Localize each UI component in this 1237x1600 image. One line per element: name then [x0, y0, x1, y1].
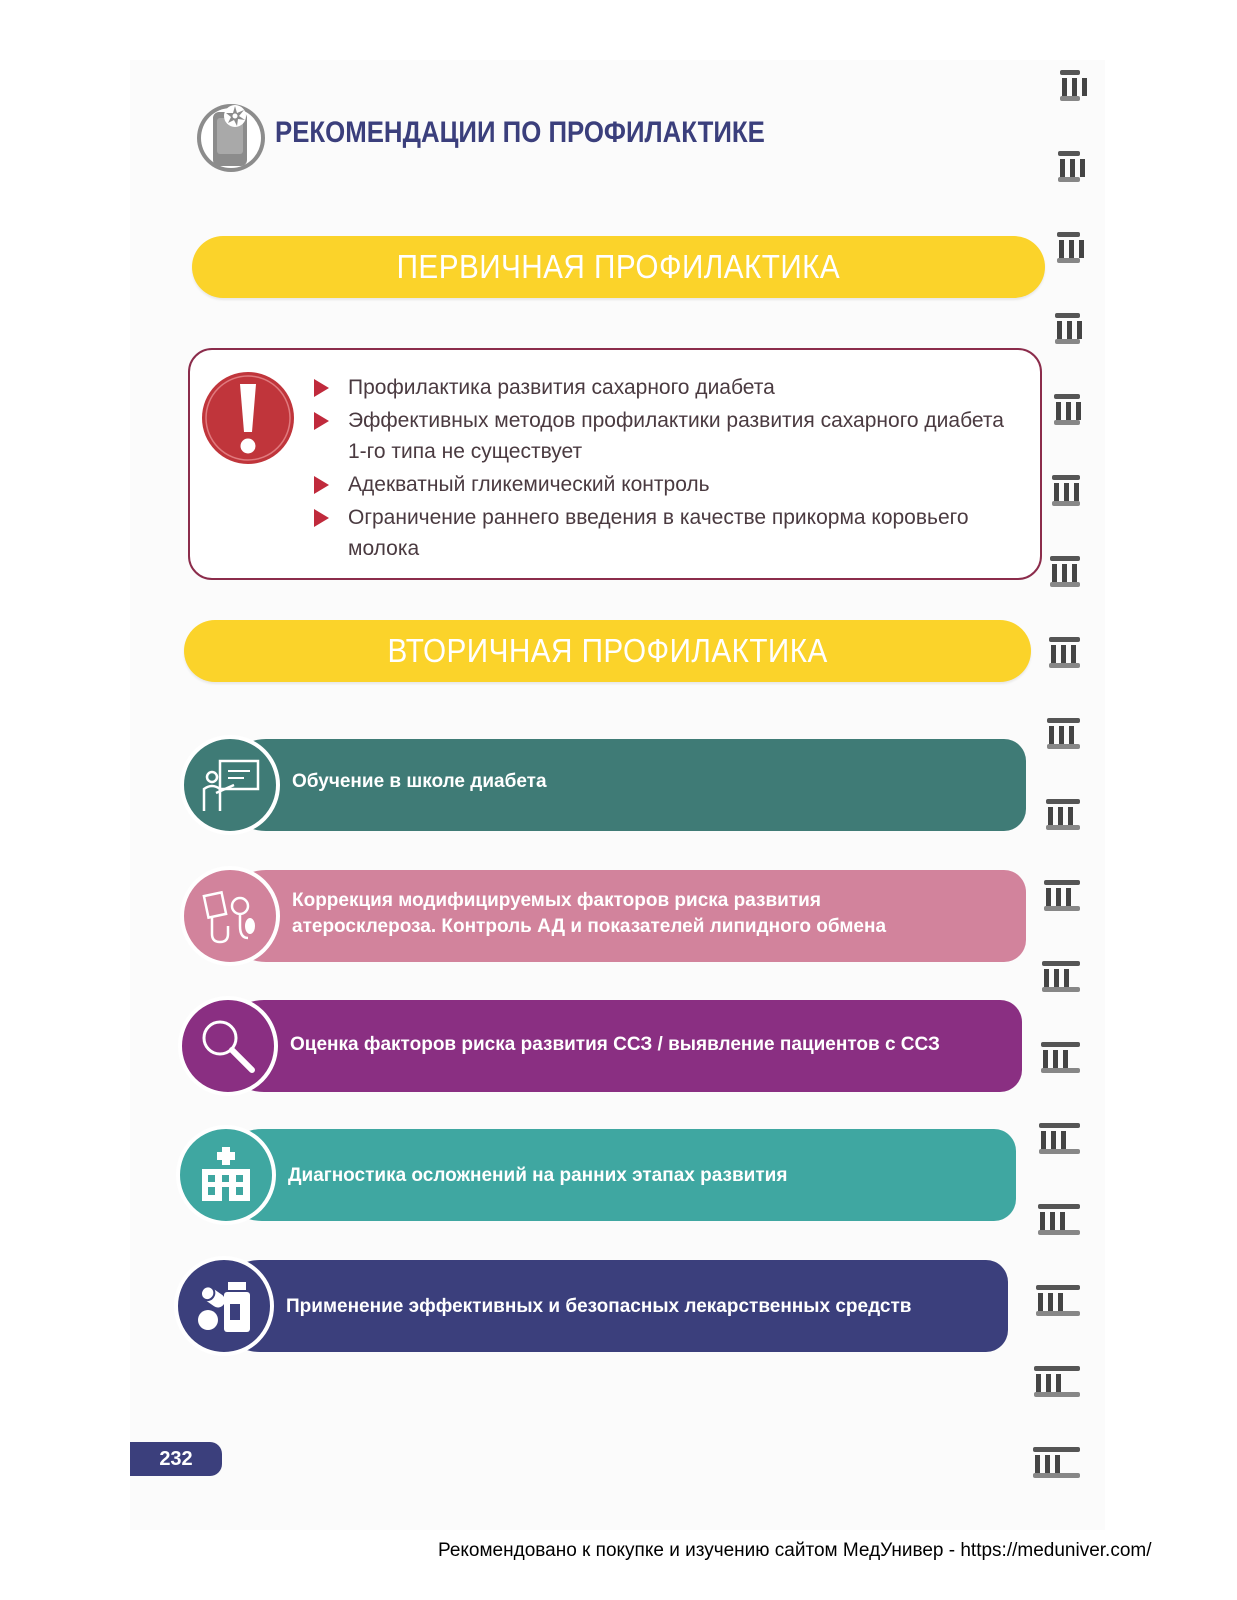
item-label-line1: Коррекция модифицируемых факторов риска развития: [292, 890, 821, 911]
item-circle: [176, 1125, 276, 1225]
spiral-coil: [1042, 961, 1076, 991]
spiral-coil: [1041, 1042, 1075, 1072]
spiral-coil: [1033, 1447, 1067, 1477]
item-circle: [180, 866, 280, 966]
secondary-item-school: [180, 735, 1026, 831]
primary-alert-box: [188, 348, 1042, 580]
spiral-coil: [1052, 475, 1086, 505]
list-item: Ограничение раннего введения в качестве прикорма коровьего молока: [310, 502, 1010, 564]
phone-flash-icon: [195, 98, 267, 176]
spiral-coil: [1034, 1366, 1068, 1396]
spiral-coil: [1038, 1204, 1072, 1234]
exclamation-icon: [200, 370, 296, 466]
pills-icon: [194, 1276, 254, 1336]
spiral-coil: [1046, 799, 1080, 829]
spiral-coil: [1036, 1285, 1070, 1315]
bullet-arrow-icon: [314, 476, 329, 494]
page-number: 232: [130, 1442, 222, 1476]
secondary-item-risk-assessment: [178, 996, 1022, 1092]
bullet-arrow-icon: [314, 412, 329, 430]
spiral-coil: [1057, 232, 1091, 262]
spiral-coil: [1050, 556, 1084, 586]
secondary-banner-text: ВТОРИЧНАЯ ПРОФИЛАКТИКА: [387, 632, 828, 669]
item-label: Диагностика осложнений на ранних этапах развития: [288, 1165, 788, 1186]
secondary-item-risk-correction: [180, 866, 1026, 962]
item-label: Оценка факторов риска развития ССЗ / выявление пациентов с ССЗ: [290, 1034, 940, 1055]
item-circle: [180, 735, 280, 835]
spiral-coil: [1039, 1123, 1073, 1153]
item-label-line2: атеросклероза. Контроль АД и показателей липидного обмена: [292, 916, 887, 937]
spiral-coil: [1058, 151, 1092, 181]
primary-bullet-list: [310, 372, 1010, 566]
item-label: Обучение в школе диабета: [292, 771, 547, 792]
spiral-coil: [1055, 313, 1089, 343]
primary-prevention-banner: [192, 236, 1045, 298]
spiral-coil: [1047, 718, 1081, 748]
spiral-coil: [1044, 880, 1078, 910]
magnifier-icon: [198, 1016, 258, 1076]
secondary-item-diagnostics: [176, 1125, 1016, 1221]
list-item: Профилактика развития сахарного диабета: [310, 372, 1010, 403]
page-header: [195, 98, 895, 178]
blood-pressure-icon: [200, 886, 260, 946]
primary-banner-text: ПЕРВИЧНАЯ ПРОФИЛАКТИКА: [396, 248, 841, 285]
secondary-item-medications: [174, 1256, 1008, 1352]
item-circle: [178, 996, 278, 1096]
spiral-coil: [1060, 70, 1094, 100]
spiral-binding: [1060, 70, 1096, 1530]
teacher-board-icon: [200, 755, 260, 815]
footer-recommendation: Рекомендовано к покупке и изучению сайтом МедУнивер - https://meduniver.com/: [438, 1540, 1152, 1561]
list-item: Адекватный гликемический контроль: [310, 469, 1010, 500]
bullet-arrow-icon: [314, 379, 329, 397]
item-label: Применение эффективных и безопасных лекарственных средств: [286, 1296, 912, 1317]
secondary-prevention-banner: [184, 620, 1031, 682]
spiral-coil: [1049, 637, 1083, 667]
item-label: [292, 888, 886, 940]
hospital-icon: [196, 1145, 256, 1205]
spiral-coil: [1054, 394, 1088, 424]
bullet-arrow-icon: [314, 509, 329, 527]
list-item: Эффективных методов профилактики развития сахарного диабета 1-го типа не существует: [310, 405, 1010, 467]
item-circle: [174, 1256, 274, 1356]
page-title: РЕКОМЕНДАЦИИ ПО ПРОФИЛАКТИКЕ: [275, 116, 765, 149]
